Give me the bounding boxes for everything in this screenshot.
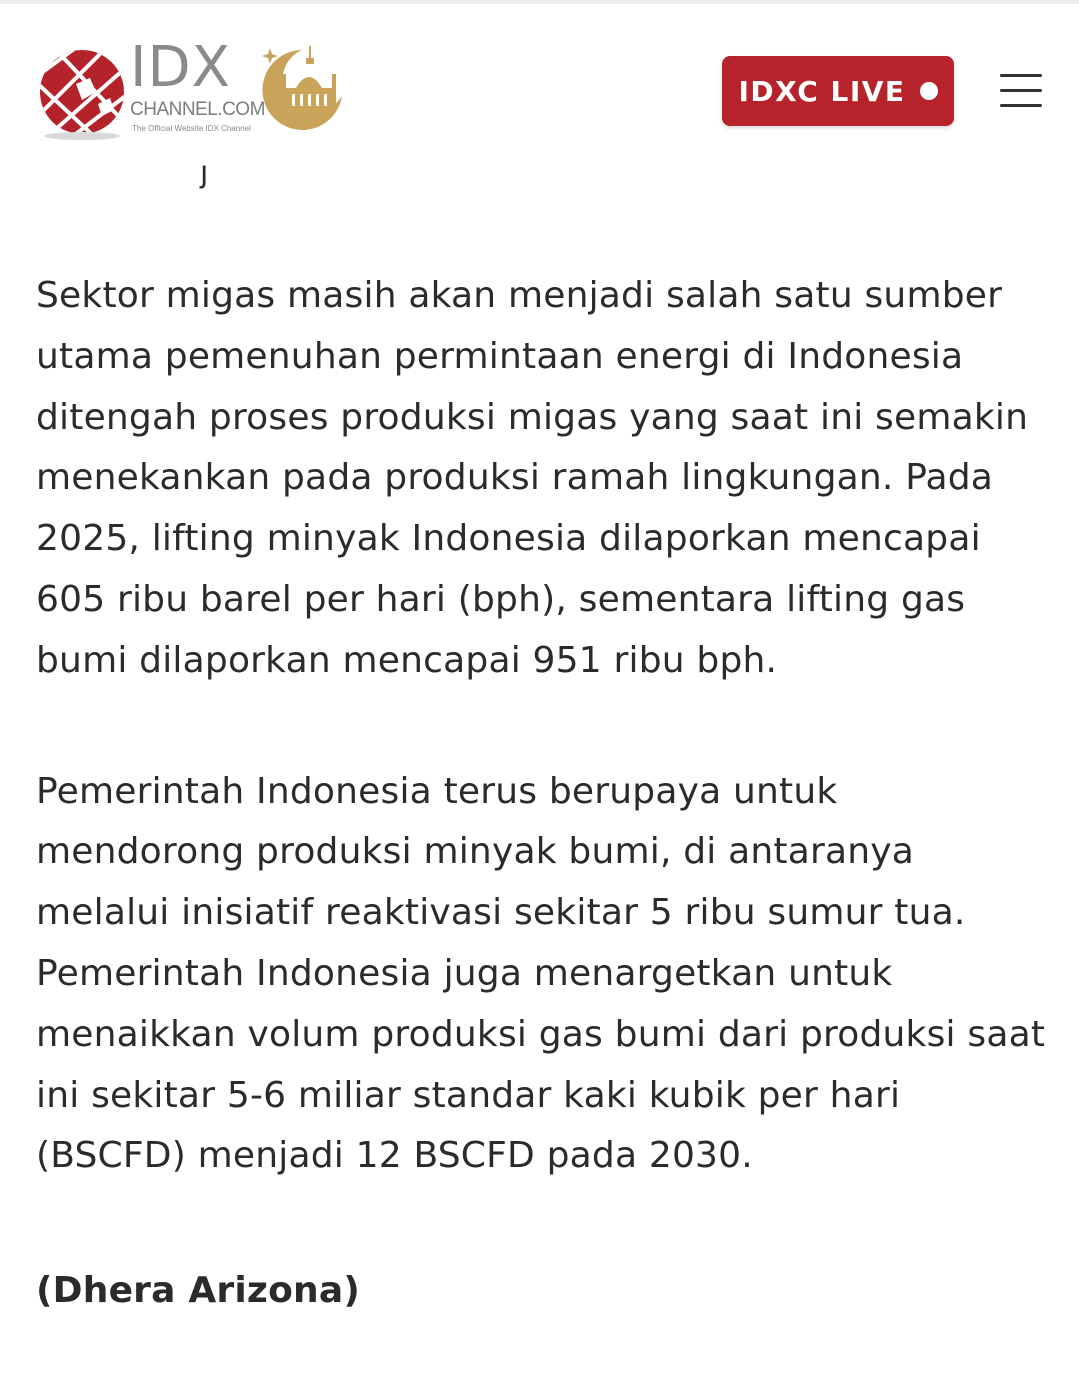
site-header [0, 4, 1079, 154]
live-dot-icon [920, 82, 938, 100]
logo-site-text: CHANNEL.COM [130, 99, 265, 120]
menu-bar-middle [1000, 89, 1042, 92]
article-author: (Dhera Arizona) [36, 1270, 360, 1312]
red-globe-logo-icon [38, 44, 132, 144]
logo-tagline: The Official Website IDX Channel [132, 124, 251, 133]
menu-bar-top [1000, 74, 1042, 77]
article-body [36, 266, 1046, 1322]
logo-brand-text: IDX [130, 35, 231, 100]
article-paragraph: Pemerintah Indonesia terus berupaya untuk mendorong produksi minyak bumi, di antaranya melalui inisiatif reaktivasi sekitar 5 ribu sumur tua. Pemerintah Indonesia juga menargetkan untuk menaikkan volum produksi gas bumi dari produksi saat ini sekitar 5-6 miliar standar kaki kubik per hari (BSCFD) menjadi 12 BSCFD pada 2030. [36, 770, 1046, 1177]
idxc-live-button[interactable] [722, 56, 954, 126]
site-logo[interactable] [38, 35, 348, 142]
article-paragraph: Sektor migas masih akan menjadi salah satu sumber utama pemenuhan permintaan energi di Indonesia ditengah proses produksi migas yang saat ini semakin menekankan pada produksi ramah lingkungan. Pada 2025, lifting minyak Indonesia dilaporkan mencapai 605 ribu barel per hari (bph), sementara lifting gas bumi dilaporkan mencapai 951 ribu bph. [36, 275, 1029, 681]
live-button-label: IDXC LIVE [738, 74, 906, 108]
gold-crescent-mosque-icon [256, 44, 348, 136]
hamburger-menu-icon[interactable] [998, 72, 1044, 110]
cutoff-text-fragment: ȷ [200, 155, 209, 190]
menu-bar-bottom [1000, 104, 1042, 107]
